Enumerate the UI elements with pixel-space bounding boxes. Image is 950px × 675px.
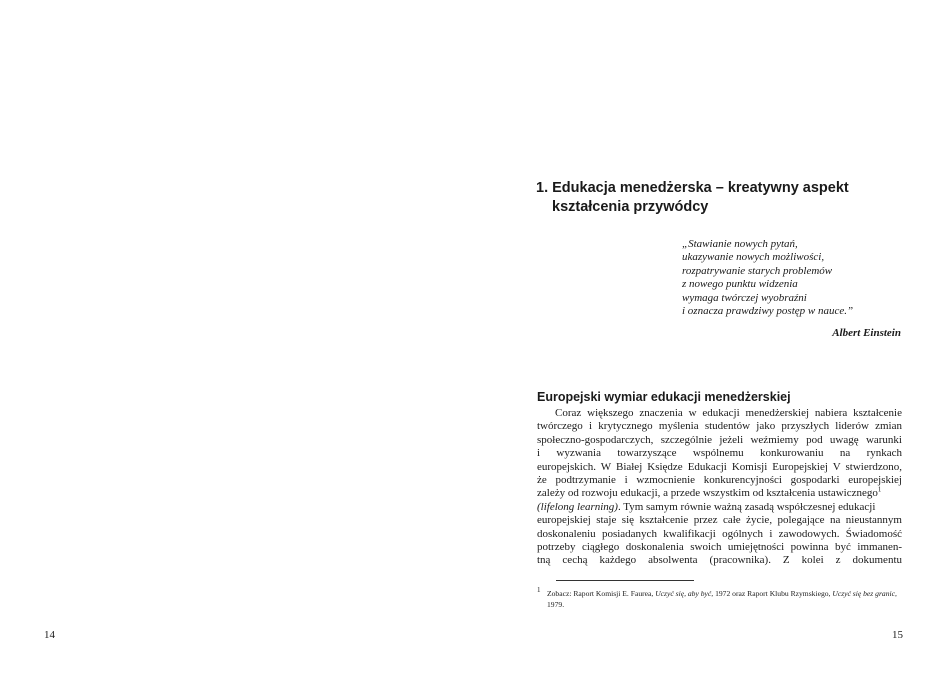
footnote-divider (556, 580, 694, 581)
epigraph-line: z nowego punktu widzenia (682, 278, 798, 291)
footnote-text: , 1972 oraz Raport Klubu Rzymskiego, (711, 589, 833, 598)
footnote-title: Uczyć się, aby być (655, 589, 712, 598)
body-paragraph (537, 407, 902, 568)
left-page-number: 14 (44, 629, 55, 641)
footnote-text: , (894, 589, 897, 598)
body-line-text: . Tym samym równie ważną zasadą współczesnej edukacji (617, 500, 876, 513)
body-line: potrzeby ciągłego doskonalenia swoich umiejętności powinna być immanen- (537, 541, 902, 554)
body-line: tną cechą każdego absolwenta (pracownika). Z kolei z dokumentu (537, 554, 902, 567)
epigraph-line: i oznacza prawdziwy postęp w nauce.” (682, 305, 854, 318)
body-line: doskonaleniu posiadanych kwalifikacji ogólnych i zawodowych. Świadomość (537, 527, 902, 540)
body-line-text: zależy od rozwoju edukacji, a przede wszystkim od kształcenia ustawicznego (537, 487, 878, 500)
footnote-reference[interactable]: 1 (877, 485, 882, 494)
epigraph-line: wymaga twórczej wyobraźni (682, 291, 807, 304)
footnote (537, 588, 907, 610)
body-line (537, 487, 902, 500)
body-line: Coraz większego znaczenia w edukacji menedżerskiej nabiera kształcenie (555, 407, 902, 419)
epigraph-line: rozpatrywanie starych problemów (682, 264, 833, 277)
epigraph-line: ukazywanie nowych możliwości, (682, 251, 825, 264)
epigraph (682, 238, 912, 318)
body-line: społeczno-gospodarczych, szczególnie jeżeli weźmiemy pod uwagę warunki (537, 433, 902, 446)
chapter-title-line-2: kształcenia przywódcy (552, 199, 709, 215)
footnote-line-2: 1979. (547, 600, 565, 609)
body-line: europejskich. W Białej Księdze Edukacji Komisji Europejskiej V stwierdzono, (537, 460, 902, 473)
body-line: europejskiej staje się kształcenie przez całe życie, polegające na nieustannym (537, 514, 902, 527)
footnote-title: Uczyć się bez granic (832, 589, 895, 598)
chapter-title-line-1: 1. Edukacja menedżerska – kreatywny aspekt (536, 180, 849, 196)
epigraph-line: „Stawianie nowych pytań, (682, 238, 798, 250)
footnote-line-1 (537, 588, 907, 599)
footnote-text: Zobacz: Raport Komisji E. Faurea, (547, 589, 656, 598)
chapter-title (536, 179, 906, 217)
body-line: że podtrzymanie i wzmocnienie konkurencyjności gospodarki europejskiej (537, 474, 902, 487)
body-line (537, 501, 902, 514)
footnote-number: 1 (537, 586, 541, 594)
section-heading: Europejski wymiar edukacji menedżerskiej (537, 390, 791, 404)
body-line: i wyzwania towarzyszące wspólnemu konkurowaniu na rynkach (537, 447, 902, 460)
epigraph-author: Albert Einstein (832, 327, 901, 339)
body-line: twórczego i krytycznego myślenia studentów jako przyszłych liderów zmian (537, 420, 902, 433)
right-page-number: 15 (892, 629, 903, 641)
english-term: (lifelong learning) (537, 500, 618, 513)
